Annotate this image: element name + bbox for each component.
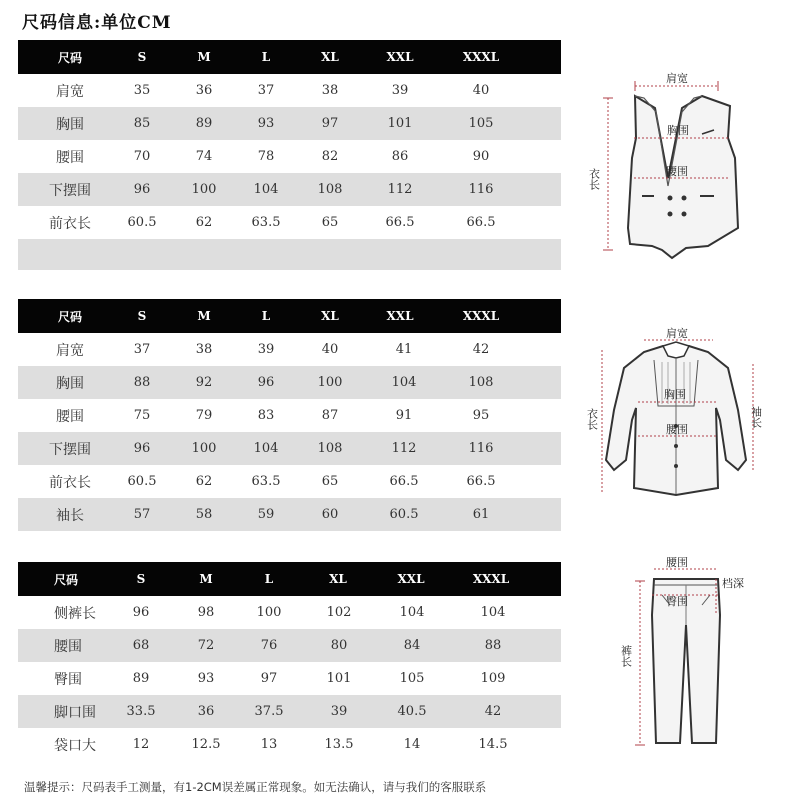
header-cell: L (264, 572, 274, 586)
table-cell: 63.5 (251, 215, 281, 230)
table-cell: 100 (256, 605, 282, 620)
table-cell: 100 (317, 375, 343, 390)
table-cell: 95 (472, 408, 490, 423)
table-cell: 105 (399, 671, 425, 686)
chest-label: 胸围 (667, 124, 689, 137)
table-cell: 100 (191, 182, 217, 197)
table-cell: 39 (391, 83, 409, 98)
length-label: 衣长 (585, 408, 599, 430)
header-cell: XXXL (462, 50, 500, 64)
shoulder-label: 肩宽 (666, 327, 688, 340)
button-icon (674, 464, 678, 468)
table-cell: 62 (195, 215, 213, 230)
table-cell: 40 (321, 342, 339, 357)
table-cell: 112 (387, 182, 413, 197)
row-label: 前衣长 (49, 474, 91, 491)
footnote: 温馨提示：尺码表手工测量，有1-2CM误差属正常现象。如无法确认，请与我们的客服联系 (24, 780, 487, 794)
table-cell: 85 (133, 116, 151, 131)
table-cell: 96 (257, 375, 275, 390)
rise-label: 档深 (722, 577, 744, 590)
table-cell: 42 (484, 704, 502, 719)
row-label: 下摆围 (49, 441, 91, 458)
table-cell: 12.5 (191, 737, 221, 752)
row-label: 下摆围 (49, 182, 91, 199)
table-cell: 13.5 (324, 737, 354, 752)
row-label: 胸围 (56, 375, 84, 392)
table-cell: 72 (197, 638, 215, 653)
chest-label: 胸围 (664, 388, 686, 401)
waist-label: 腰围 (666, 423, 688, 436)
table-cell: 65 (321, 215, 339, 230)
table-cell: 38 (321, 83, 339, 98)
table-cell: 112 (391, 441, 417, 456)
length-label: 衣长 (587, 168, 601, 190)
table-row (18, 432, 561, 465)
table-row (18, 662, 561, 695)
table-cell: 36 (197, 704, 215, 719)
table-cell: 82 (321, 149, 339, 164)
table-row (18, 728, 561, 761)
table-cell: 97 (321, 116, 339, 131)
table-cell: 116 (468, 441, 494, 456)
table-cell: 104 (480, 605, 506, 620)
header-cell: L (261, 309, 271, 323)
table-cell: 38 (195, 342, 213, 357)
table-cell: 100 (191, 441, 217, 456)
table-cell: 86 (391, 149, 409, 164)
table-header-row (18, 562, 561, 596)
table-cell: 42 (472, 342, 490, 357)
table-cell: 76 (260, 638, 278, 653)
row-label: 前衣长 (49, 215, 91, 232)
table-cell: 59 (257, 507, 275, 522)
hip-label: 臀围 (666, 595, 688, 608)
table-cell: 58 (195, 507, 213, 522)
table-cell: 75 (133, 408, 151, 423)
table-cell: 102 (326, 605, 352, 620)
header-cell: M (197, 309, 211, 323)
table-cell: 37 (133, 342, 151, 357)
table-cell: 104 (399, 605, 425, 620)
header-cell: S (137, 50, 147, 64)
header-cell: XL (321, 309, 339, 323)
size-table-vest (18, 40, 561, 270)
table-cell: 61 (472, 507, 490, 522)
table-cell: 37.5 (254, 704, 284, 719)
header-cell: XL (329, 572, 347, 586)
table-cell: 87 (321, 408, 339, 423)
row-label: 袖长 (56, 507, 84, 524)
header-cell: XXL (386, 50, 414, 64)
table-row-empty (18, 239, 561, 270)
table-cell: 101 (326, 671, 352, 686)
table-cell: 39 (330, 704, 348, 719)
table-cell: 105 (468, 116, 494, 131)
table-row (18, 465, 561, 498)
table-cell: 60 (321, 507, 339, 522)
table-cell: 60.5 (127, 474, 157, 489)
table-cell: 89 (132, 671, 150, 686)
table-cell: 96 (133, 182, 151, 197)
table-cell: 37 (257, 83, 275, 98)
table-cell: 63.5 (251, 474, 281, 489)
header-cell: XXL (386, 309, 414, 323)
table-cell: 74 (195, 149, 213, 164)
vest-diagram (587, 68, 750, 263)
table-cell: 93 (197, 671, 215, 686)
button-icon (674, 444, 678, 448)
header-cell: XXXL (472, 572, 510, 586)
table-cell: 97 (260, 671, 278, 686)
table-cell: 14 (403, 737, 421, 752)
table-cell: 108 (317, 182, 343, 197)
table-cell: 65 (321, 474, 339, 489)
table-cell: 80 (330, 638, 348, 653)
table-cell: 13 (260, 737, 278, 752)
row-label: 臀围 (54, 671, 82, 688)
table-cell: 92 (195, 375, 213, 390)
table-cell: 12 (132, 737, 150, 752)
table-cell: 66.5 (466, 215, 496, 230)
row-label: 腰围 (56, 149, 84, 166)
waist-label: 腰围 (666, 556, 688, 569)
length-label: 裤长 (619, 645, 633, 667)
table-cell: 35 (133, 83, 151, 98)
table-cell: 104 (253, 441, 279, 456)
table-cell: 98 (197, 605, 215, 620)
header-cell: M (197, 50, 211, 64)
table-row (18, 695, 561, 728)
row-label: 腰围 (54, 638, 82, 655)
table-cell: 78 (257, 149, 275, 164)
table-cell: 89 (195, 116, 213, 131)
header-cell: S (137, 309, 147, 323)
table-cell: 39 (257, 342, 275, 357)
table-cell: 96 (132, 605, 150, 620)
pants-diagram (619, 555, 762, 755)
table-cell: 40 (472, 83, 490, 98)
table-cell: 88 (133, 375, 151, 390)
table-cell: 60.5 (127, 215, 157, 230)
table-cell: 33.5 (126, 704, 156, 719)
table-cell: 83 (257, 408, 275, 423)
table-cell: 36 (195, 83, 213, 98)
size-table-shirt (18, 299, 561, 531)
button-icon (668, 212, 673, 217)
row-label: 脚口围 (54, 704, 96, 721)
table-cell: 93 (257, 116, 275, 131)
table-row (18, 333, 561, 366)
row-label: 胸围 (56, 116, 84, 133)
header-cell: 尺码 (57, 50, 83, 65)
table-cell: 96 (133, 441, 151, 456)
table-cell: 108 (468, 375, 494, 390)
table-cell: 68 (132, 638, 150, 653)
header-cell: L (261, 50, 271, 64)
header-cell: XL (321, 50, 339, 64)
waist-label: 腰围 (666, 165, 688, 178)
table-row (18, 140, 561, 173)
table-cell: 101 (387, 116, 413, 131)
table-cell: 41 (395, 342, 413, 357)
table-cell: 91 (395, 408, 413, 423)
table-cell: 57 (133, 507, 151, 522)
row-label: 袋口大 (54, 737, 96, 754)
row-label: 肩宽 (56, 83, 84, 100)
button-icon (682, 212, 687, 217)
table-header-row (18, 299, 561, 333)
table-row (18, 107, 561, 140)
header-cell: XXL (397, 572, 425, 586)
table-row (18, 206, 561, 239)
row-label: 肩宽 (56, 342, 84, 359)
header-cell: XXXL (462, 309, 500, 323)
shirt-diagram (585, 327, 773, 500)
row-label: 侧裤长 (54, 605, 96, 622)
table-cell: 79 (195, 408, 213, 423)
table-cell: 66.5 (389, 474, 419, 489)
table-row (18, 74, 561, 107)
table-header-row (18, 40, 561, 74)
table-cell: 109 (480, 671, 506, 686)
button-icon (668, 196, 673, 201)
page-title: 尺码信息:单位CM (22, 13, 172, 33)
size-table-pants (18, 562, 561, 761)
table-cell: 104 (253, 182, 279, 197)
table-row (18, 498, 561, 531)
shoulder-label: 肩宽 (666, 72, 688, 85)
table-cell: 108 (317, 441, 343, 456)
header-cell: 尺码 (57, 309, 83, 324)
header-cell: M (199, 572, 213, 586)
table-cell: 88 (484, 638, 502, 653)
table-cell: 60.5 (389, 507, 419, 522)
table-cell: 104 (391, 375, 417, 390)
table-cell: 62 (195, 474, 213, 489)
table-row (18, 629, 561, 662)
table-row (18, 596, 561, 629)
table-cell: 90 (472, 149, 490, 164)
row-label: 腰围 (56, 408, 84, 425)
table-cell: 116 (468, 182, 494, 197)
header-cell: S (136, 572, 146, 586)
table-row (18, 173, 561, 206)
table-cell: 40.5 (397, 704, 427, 719)
table-row (18, 399, 561, 432)
table-row (18, 366, 561, 399)
table-cell: 14.5 (478, 737, 508, 752)
header-cell: 尺码 (53, 572, 79, 587)
button-icon (682, 196, 687, 201)
table-cell: 70 (133, 149, 151, 164)
table-cell: 66.5 (466, 474, 496, 489)
sleeve-label: 袖长 (749, 406, 763, 428)
table-cell: 66.5 (385, 215, 415, 230)
table-cell: 84 (403, 638, 421, 653)
